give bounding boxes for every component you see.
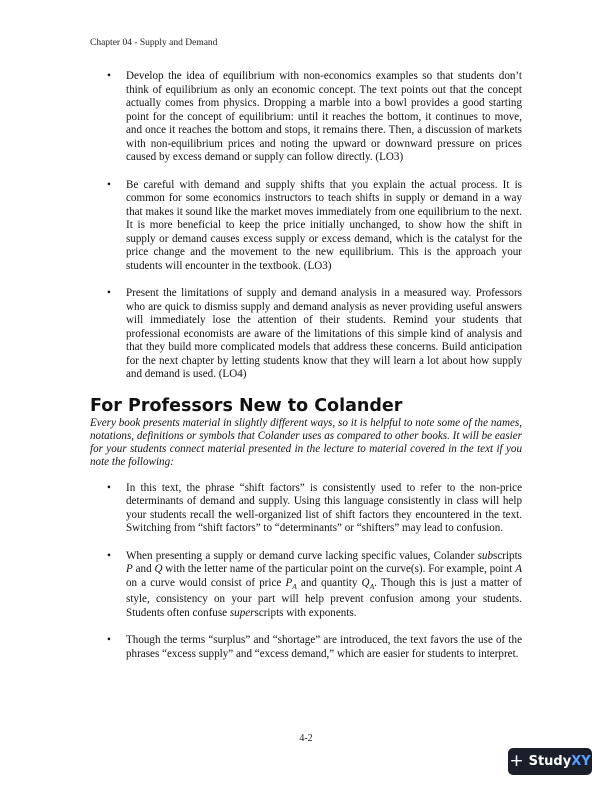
list-item [90,482,522,536]
bullet-text: Though the terms “surplus” and “shortage” are introduced, the text favors the use of the phrases “excess supply” and “excess demand,” which are easier for students to interpret. [126,634,522,660]
bullet-text: Be careful with demand and supply shifts that you explain the actual process. It is common for some economics instructors to teach shifts in supply or demand in a way that makes it sound like the market moves immediately from one equilibrium to the next. It is more beneficial to keep the price initially unchanged, to show how the shift in supply or demand causes excess supply or excess demand, which is the catalyst for the price change and the movement to the new equilibrium. This is the approach your students will encounter in the textbook. (LO3) [126,178,522,272]
running-header: Chapter 04 - Supply and Demand [90,38,218,48]
list-item [90,550,522,621]
section-intro: Every book presents material in slightly different ways, so it is helpful to note some of the names, notations, definitions or symbols that Colander uses as compared to other books. It will be easier for your students connect material presented in the lecture to material covered in the text if you note the following: [90,416,522,468]
bullet-icon: • [107,549,111,562]
list-item [90,634,522,661]
list-item [90,70,522,165]
bullet-icon: • [107,178,111,191]
studyxy-logo[interactable] [508,748,592,775]
list-item [90,287,522,382]
list-item [90,179,522,274]
top-bullet-list [90,70,522,382]
section-heading: For Professors New to Colander [90,395,403,416]
bullet-icon: • [107,70,111,82]
bullet-text: Present the limitations of supply and demand analysis in a measured way. Professors who are quick to dismiss supply and demand analysis as never providing useful answers will immediately lose the attention of their students. Remind your students that professional economists are aware of the limitations of this simple kind of analysis and that they build more complicated models that address these concerns. Build anticipation for the next chapter by letting students know that they will learn a lot about how supply and demand is used. (LO4) [126,287,522,380]
bullet-icon: • [107,287,111,299]
section-bullet-list [90,482,522,662]
bullet-text: In this text, the phrase “shift factors” is consistently used to refer to the non-price determinants of demand and supply. Using this language consistently in class will help your students recall the well-organized list of shift factors they encountered in the text. Switching from “shift factors” to “determinants” or “shifters” may lead to confusion. [126,481,522,534]
bullet-icon: • [107,481,111,494]
bullet-text: When presenting a supply or demand curve lacking specific values, Colander subscripts P and Q with the letter name of the particular point on the curve(s). For example, point A on a curve would consist of price $P_A$ and quantity $Q_A$. Though this is just a matter of style, consistency on your part will help prevent confusion among your students. Students often confuse superscripts with exponents. [126,549,523,619]
logo-text: StudyXY [528,754,591,769]
page-content [90,70,522,675]
page-number: 4-2 [299,733,313,744]
bullet-icon: • [107,634,111,647]
plus-icon: + [509,751,524,771]
bullet-text: Develop the idea of equilibrium with non-economics examples so that students don’t think of equilibrium as only an economic concept. The text points out that the concept actually comes from physics. Dropping a marble into a bowl provides a good starting point for the concept of equilibrium: until it reaches the bottom, it continues to move, and once it reaches the bottom and stops, it remains there. Then, a discussion of markets with non-equilibrium prices and noting the upward or downward pressure on prices caused by excess demand or supply can follow directly. (LO3) [126,70,522,163]
